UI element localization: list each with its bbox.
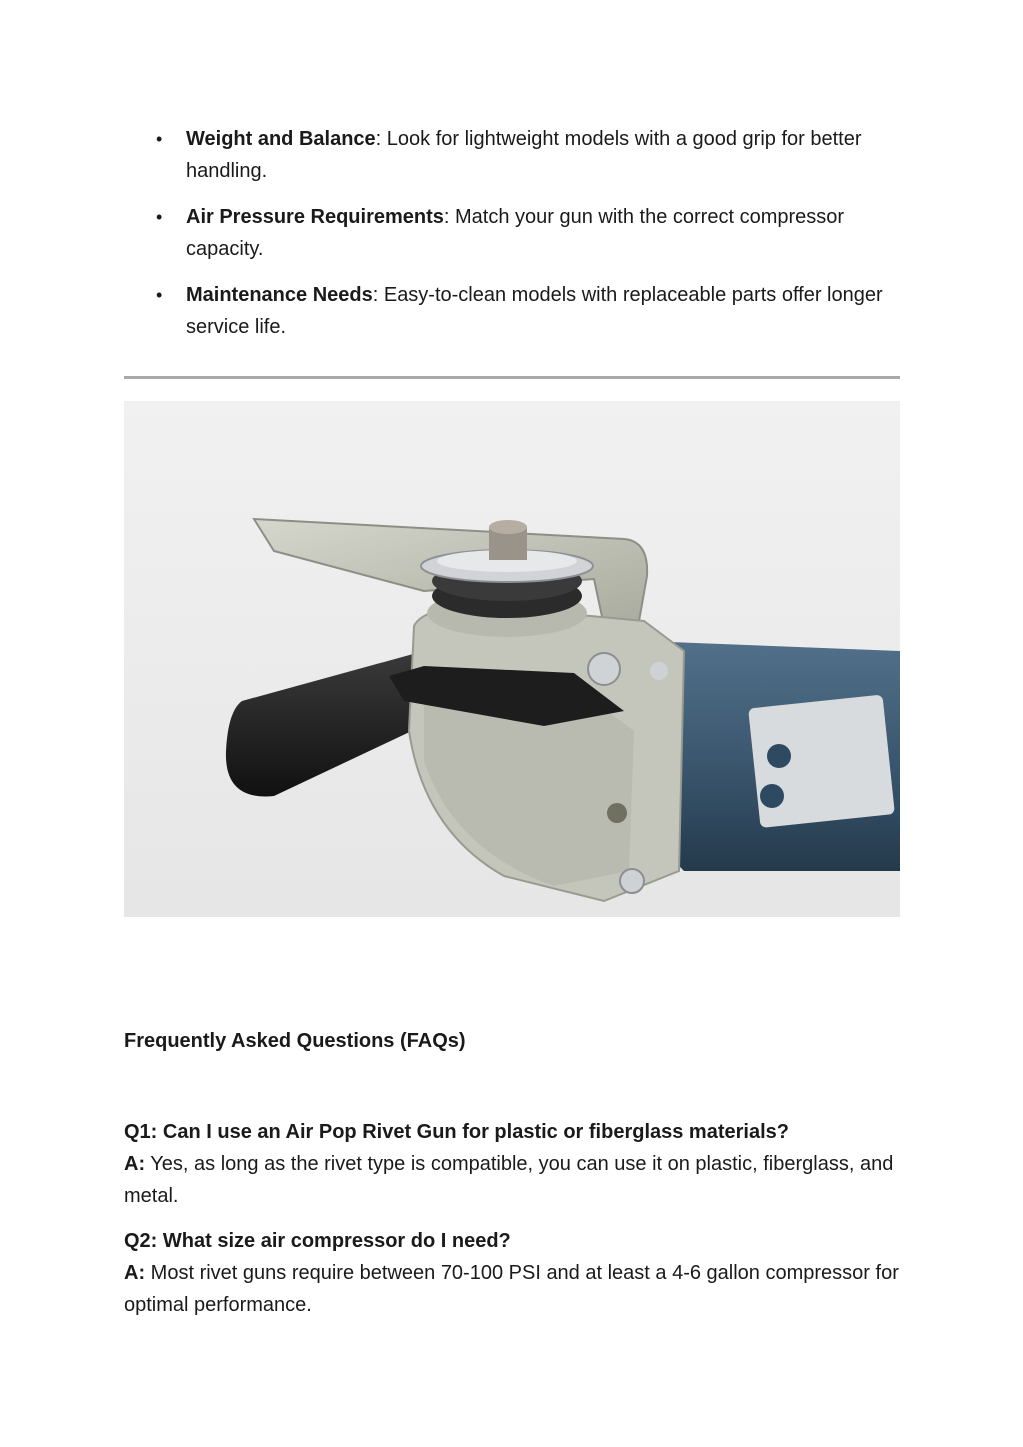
bullet-icon: • <box>156 207 163 227</box>
angle-grinder-photo <box>124 401 900 917</box>
bullet-text: : Easy-to-clean models with replaceable parts offer longer service life. <box>186 284 883 338</box>
bullet-text: : Look for lightweight models with a good grip for better handling. <box>186 128 862 182</box>
bullet-icon: • <box>156 129 163 149</box>
faq-answer <box>124 1257 904 1321</box>
bullet-term: Weight and Balance <box>186 128 376 150</box>
faq-item <box>124 1225 904 1321</box>
faq-question: Q2: What size air compressor do I need? <box>124 1230 511 1252</box>
faq-answer-label: A: <box>124 1153 146 1175</box>
faq-answer-text: Most rivet guns require between 70-100 PSI and at least a 4-6 gallon compressor for optimal performance. <box>124 1262 899 1316</box>
faq-item <box>124 1116 904 1212</box>
list-item <box>124 279 904 343</box>
bullet-text: : Match your gun with the correct compressor capacity. <box>186 206 845 260</box>
faq-heading: Frequently Asked Questions (FAQs) <box>124 1030 466 1052</box>
bullet-term: Air Pressure Requirements <box>186 206 444 228</box>
bullet-term: Maintenance Needs <box>186 284 373 306</box>
bullet-icon: • <box>156 285 163 305</box>
faq-answer-label: A: <box>124 1262 146 1284</box>
feature-list <box>124 123 904 357</box>
list-item <box>124 123 904 187</box>
faq-answer <box>124 1148 904 1212</box>
faq-answer-text: Yes, as long as the rivet type is compatible, you can use it on plastic, fiberglass, and metal. <box>124 1153 894 1207</box>
horizontal-divider <box>124 376 900 379</box>
faq-question: Q1: Can I use an Air Pop Rivet Gun for plastic or fiberglass materials? <box>124 1121 789 1143</box>
list-item <box>124 201 904 265</box>
